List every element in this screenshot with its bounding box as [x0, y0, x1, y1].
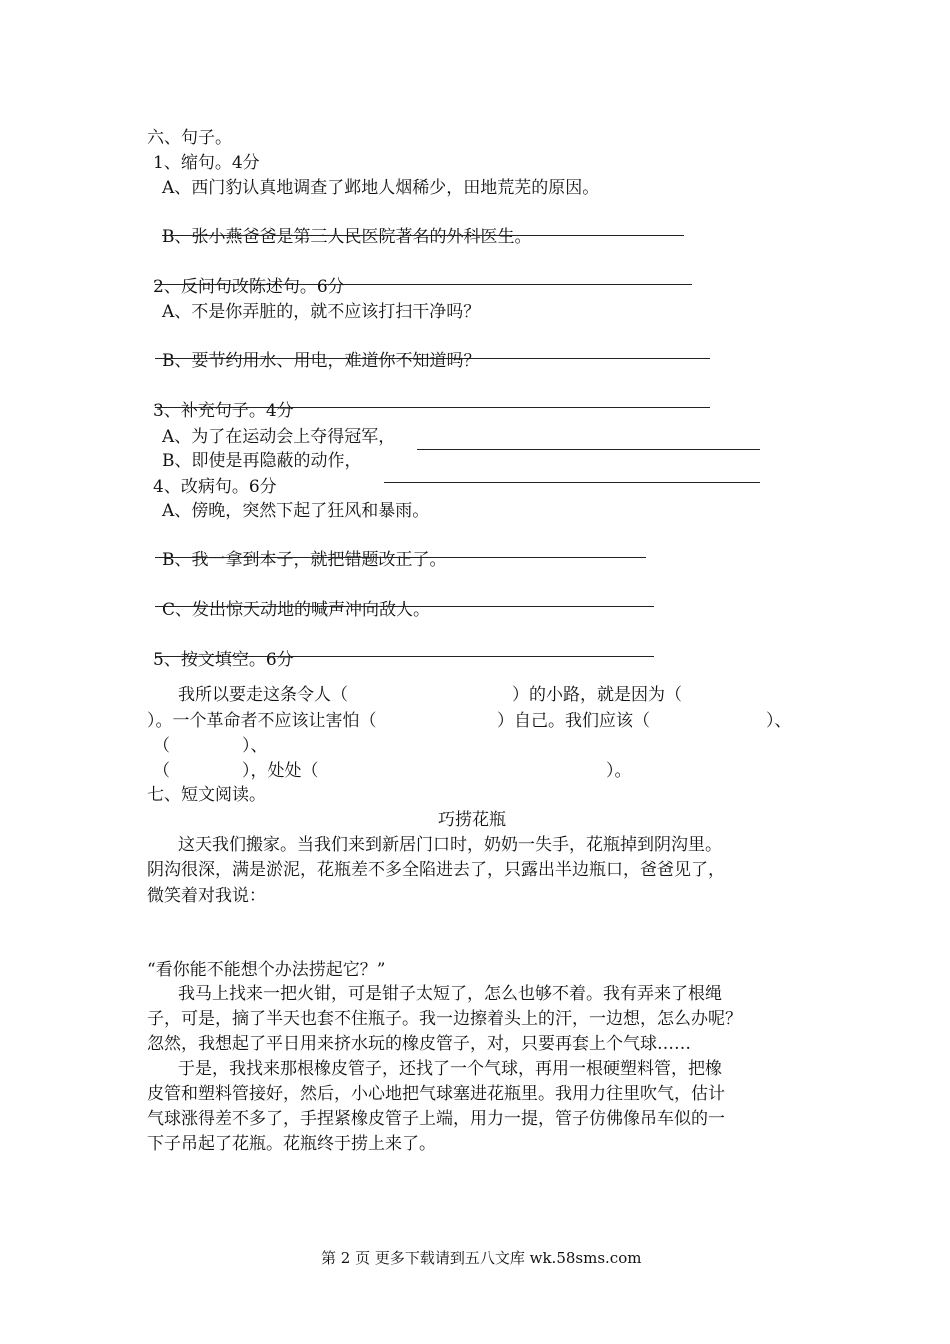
- answer-line: [155, 407, 710, 408]
- fill-blank-text: （: [153, 761, 170, 781]
- fill-blank-text: ）。一个革命者不应该让害怕（: [147, 711, 377, 731]
- passage-title: 巧捞花瓶: [438, 810, 506, 830]
- passage-line: 阴沟很深，满是淤泥，花瓶差不多全陷进去了，只露出半边瓶口，爸爸见了，: [147, 860, 725, 880]
- question-item: B、我一拿到本子，就把错题改正了。: [162, 550, 447, 570]
- fill-blank-text: ）、: [242, 736, 268, 756]
- passage-line: 子，可是，摘了半天也套不住瓶子。我一边擦着头上的汗，一边想，怎么办呢？: [147, 1009, 742, 1029]
- answer-line: [155, 358, 710, 359]
- passage-line: 气球涨得差不多了，手捏紧橡皮管子上端，用力一提，管子仿佛像吊车似的一: [147, 1109, 725, 1129]
- fill-blank-text: ）的小路，就是因为（: [512, 685, 682, 705]
- answer-line: [155, 606, 654, 607]
- question-item: A、西门豹认真地调查了邺地人烟稀少，田地荒芜的原因。: [162, 178, 600, 198]
- section-heading: 六、句子。: [147, 128, 232, 148]
- answer-line: [155, 656, 654, 657]
- passage-line: 这天我们搬家。当我们来到新居门口时，奶奶一失手，花瓶掉到阴沟里。: [178, 835, 722, 855]
- passage-line: 皮管和塑料管接好，然后，小心地把气球塞进花瓶里。我用力往里吹气，估计: [147, 1084, 725, 1104]
- question-item: A、不是你弄脏的，就不应该打扫干净吗？: [162, 302, 481, 322]
- question-label: 2、反问句改陈述句。6分: [153, 277, 345, 297]
- passage-line: 于是，我找来那根橡皮管子，还找了一个气球，再用一根硬塑料管，把橡: [178, 1059, 722, 1079]
- fill-blank-text: ），处处（: [242, 761, 319, 781]
- question-label: 5、按文填空。6分: [153, 650, 294, 670]
- passage-line: 我马上找来一把火钳，可是钳子太短了，怎么也够不着。我有弄来了根绳: [178, 984, 722, 1004]
- question-item: B、即使是再隐蔽的动作，: [162, 451, 362, 471]
- passage-quote: “看你能不能想个办法捞起它？”: [147, 960, 386, 980]
- question-label: 4、改病句。6分: [153, 477, 277, 497]
- passage-line: 微笑着对我说：: [147, 886, 266, 906]
- fill-blank-text: 我所以要走这条令人（: [178, 685, 348, 705]
- answer-line: [384, 482, 760, 483]
- question-item: B、要节约用水、用电，难道你不知道吗？: [162, 351, 481, 371]
- passage-line: 下子吊起了花瓶。花瓶终于捞上来了。: [147, 1134, 436, 1154]
- fill-blank-text: ）、: [766, 711, 792, 731]
- answer-line: [417, 449, 760, 450]
- question-label: 1、缩句。4分: [153, 153, 260, 173]
- question-item: B、张小燕爸爸是第三人民医院著名的外科医生。: [162, 227, 532, 247]
- fill-blank-text: ）自己。我们应该（: [497, 711, 650, 731]
- question-label: 3、补充句子。4分: [153, 401, 294, 421]
- answer-line: [162, 235, 684, 236]
- fill-blank-text: （: [153, 736, 170, 756]
- section-heading: 七、短文阅读。: [147, 785, 266, 805]
- page-footer: 第 2 页 更多下载请到五八文库 wk.58sms.com: [321, 1249, 642, 1267]
- question-item: A、傍晚，突然下起了狂风和暴雨。: [162, 501, 430, 521]
- answer-line: [155, 284, 692, 285]
- passage-line: 忽然，我想起了平日用来挤水玩的橡皮管子，对，只要再套上个气球……: [147, 1034, 691, 1054]
- fill-blank-text: ）。: [606, 761, 632, 781]
- answer-line: [155, 557, 646, 558]
- question-item: C、发出惊天动地的喊声冲向敌人。: [162, 600, 431, 620]
- question-item: A、为了在运动会上夺得冠军，: [162, 427, 396, 447]
